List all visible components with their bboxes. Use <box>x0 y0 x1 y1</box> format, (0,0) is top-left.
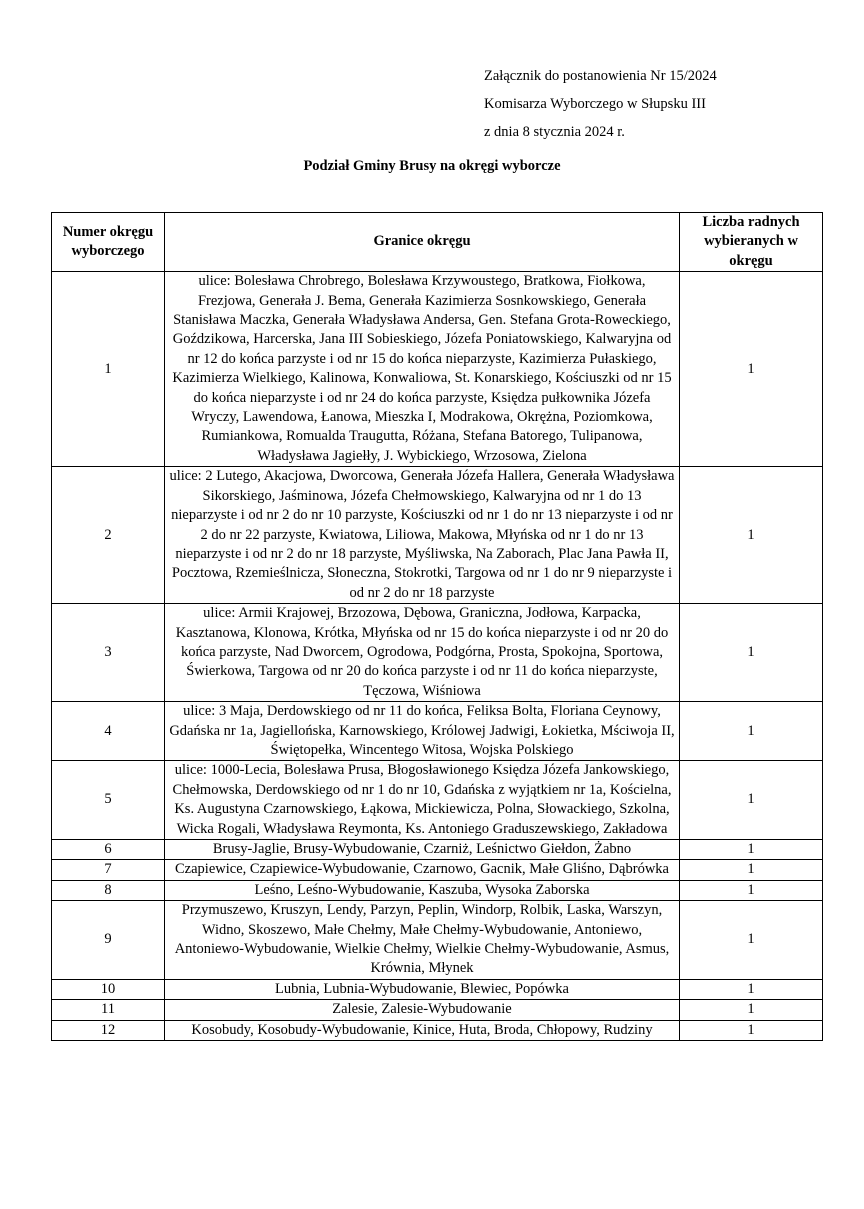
column-header-number: Numer okręgu wyborczego <box>52 213 165 272</box>
table-row <box>52 604 823 702</box>
district-seats-cell: 1 <box>680 702 823 761</box>
table-row <box>52 901 823 980</box>
table-row <box>52 467 823 604</box>
district-seats-cell: 1 <box>680 901 823 980</box>
district-boundaries-cell: Lubnia, Lubnia-Wybudowanie, Blewiec, Popówka <box>165 979 680 999</box>
district-number-cell: 5 <box>52 761 165 840</box>
district-boundaries-cell: Przymuszewo, Kruszyn, Lendy, Parzyn, Peplin, Windorp, Rolbik, Laska, Warszyn, Widno, Skoszewo, Małe Chełmy, Małe Chełmy-Wybudowanie, Antoniewo, Antoniewo-Wybudowanie, Wielkie Chełmy, Wielkie Chełmy-Wybudowanie, Asmus, Krównia, Młynek <box>165 901 680 980</box>
districts-table <box>51 212 823 1041</box>
district-boundaries-cell: Leśno, Leśno-Wybudowanie, Kaszuba, Wysoka Zaborska <box>165 880 680 900</box>
district-seats-cell: 1 <box>680 840 823 860</box>
header-line-1: Załącznik do postanowienia Nr 15/2024 <box>484 68 717 84</box>
district-boundaries-cell: ulice: 1000-Lecia, Bolesława Prusa, Błogosławionego Księdza Józefa Jankowskiego, Chełmowska, Derdowskiego od nr 1 do nr 10, Gdańska z wyjątkiem nr 1a, Kościelna, Ks. Augustyna Czarnowskiego, Łąkowa, Mickiewicza, Polna, Słowackiego, Szkolna, Wicka Rogali, Władysława Reymonta, Ks. Antoniego Graduszewskiego, Zakładowa <box>165 761 680 840</box>
district-boundaries-cell: Zalesie, Zalesie-Wybudowanie <box>165 1000 680 1020</box>
table-body <box>52 272 823 1041</box>
column-header-boundaries: Granice okręgu <box>165 213 680 272</box>
district-boundaries-cell: ulice: Bolesława Chrobrego, Bolesława Krzywoustego, Bratkowa, Fiołkowa, Frezjowa, Generała J. Bema, Generała Kazimierza Sosnkowskiego, Generała Stanisława Maczka, Generała Władysława Andersa, Gen. Stefana Grota-Roweckiego, Goździkowa, Harcerska, Jana III Sobieskiego, Józefa Poniatowskiego, Kalwaryjna od nr 12 do końca parzyste i od nr 15 do końca nieparzyste, Kazimierza Pułaskiego, Kazimierza Wielkiego, Kalinowa, Konwaliowa, St. Konarskiego, Kościuszki od nr 15 do końca nieparzyste i od nr 24 do końca parzyste, Księdza pułkownika Józefa Wryczy, Lawendowa, Łanowa, Mieszka I, Modrakowa, Okrężna, Poziomkowa, Rumiankowa, Romualda Traugutta, Różana, Stefana Batorego, Tulipanowa, Władysława Jagiełły, J. Wybickiego, Wrzosowa, Zielona <box>165 272 680 467</box>
district-number-cell: 2 <box>52 467 165 604</box>
table-row <box>52 272 823 467</box>
table-header-row <box>52 213 823 272</box>
table-row <box>52 979 823 999</box>
district-number-cell: 8 <box>52 880 165 900</box>
district-boundaries-cell: Kosobudy, Kosobudy-Wybudowanie, Kinice, Huta, Broda, Chłopowy, Rudziny <box>165 1020 680 1040</box>
district-seats-cell: 1 <box>680 880 823 900</box>
header-line-3: z dnia 8 stycznia 2024 r. <box>484 124 625 140</box>
district-number-cell: 3 <box>52 604 165 702</box>
district-number-cell: 7 <box>52 860 165 880</box>
district-seats-cell: 1 <box>680 860 823 880</box>
header-line-2: Komisarza Wyborczego w Słupsku III <box>484 96 706 112</box>
district-boundaries-cell: ulice: 2 Lutego, Akacjowa, Dworcowa, Generała Józefa Hallera, Generała Władysława Sikorskiego, Jaśminowa, Józefa Chełmowskiego, Kalwaryjna od nr 1 do 13 nieparzyste i od nr 2 do nr 10 parzyste, Kościuszki od nr 1 do nr 13 nieparzyste i od nr 2 do nr 22 parzyste, Kwiatowa, Liliowa, Makowa, Młyńska od nr 1 do nr 13 nieparzyste i od nr 2 do nr 18 parzyste, Myśliwska, Na Zaborach, Plac Jana Pawła II, Pocztowa, Rzemieślnicza, Słoneczna, Stokrotki, Targowa od nr 1 do nr 9 nieparzyste i od nr 2 do nr 18 parzyste <box>165 467 680 604</box>
district-number-cell: 10 <box>52 979 165 999</box>
district-boundaries-cell: ulice: Armii Krajowej, Brzozowa, Dębowa, Graniczna, Jodłowa, Karpacka, Kasztanowa, Klonowa, Krótka, Młyńska od nr 15 do końca nieparzyste i od nr 20 do końca parzyste, Nad Dworcem, Ogrodowa, Podgórna, Prosta, Spokojna, Sportowa, Świerkowa, Targowa od nr 20 do końca parzyste i od nr 11 do końca nieparzyste, Tęczowa, Wiśniowa <box>165 604 680 702</box>
district-number-cell: 11 <box>52 1000 165 1020</box>
table-row <box>52 761 823 840</box>
table-row <box>52 860 823 880</box>
district-boundaries-cell: ulice: 3 Maja, Derdowskiego od nr 11 do końca, Feliksa Bolta, Floriana Ceynowy, Gdańska nr 1a, Jagiellońska, Karnowskiego, Królowej Jadwigi, Łokietka, Mściwoja II, Świętopełka, Wincentego Witosa, Wojska Polskiego <box>165 702 680 761</box>
district-seats-cell: 1 <box>680 1020 823 1040</box>
district-boundaries-cell: Czapiewice, Czapiewice-Wybudowanie, Czarnowo, Gacnik, Małe Gliśno, Dąbrówka <box>165 860 680 880</box>
document-title: Podział Gminy Brusy na okręgi wyborcze <box>303 158 561 174</box>
district-number-cell: 4 <box>52 702 165 761</box>
table-row <box>52 840 823 860</box>
district-number-cell: 12 <box>52 1020 165 1040</box>
table-row <box>52 1020 823 1040</box>
table-row <box>52 880 823 900</box>
district-seats-cell: 1 <box>680 761 823 840</box>
district-number-cell: 1 <box>52 272 165 467</box>
district-seats-cell: 1 <box>680 979 823 999</box>
district-seats-cell: 1 <box>680 604 823 702</box>
district-boundaries-cell: Brusy-Jaglie, Brusy-Wybudowanie, Czarniż, Leśnictwo Giełdon, Żabno <box>165 840 680 860</box>
district-seats-cell: 1 <box>680 1000 823 1020</box>
table-row <box>52 1000 823 1020</box>
district-seats-cell: 1 <box>680 467 823 604</box>
attachment-header <box>484 62 717 146</box>
column-header-seats: Liczba radnych wybieranych w okręgu <box>680 213 823 272</box>
district-number-cell: 9 <box>52 901 165 980</box>
table-row <box>52 702 823 761</box>
district-seats-cell: 1 <box>680 272 823 467</box>
district-number-cell: 6 <box>52 840 165 860</box>
